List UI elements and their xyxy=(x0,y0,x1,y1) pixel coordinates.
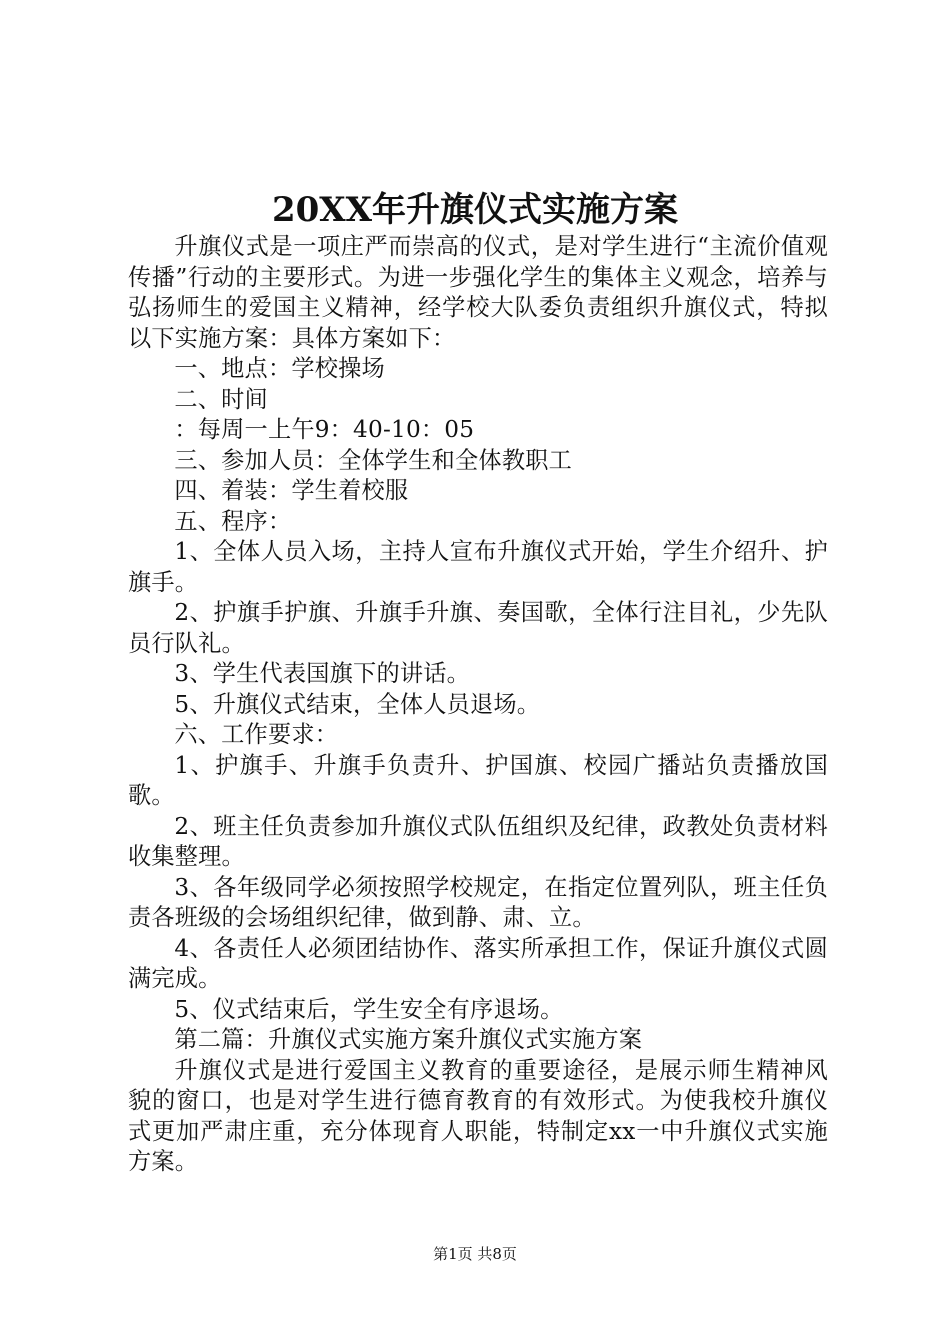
paragraph-time-heading: 二、时间 xyxy=(174,385,268,413)
paragraph-second-part-intro: 升旗仪式是进行爱国主义教育的重要途径，是展示师生精神风貌的窗口，也是对学生进行德育教育的有效形式。为使我校升旗仪式更加严肃庄重，充分体现育人职能，特制定xx一中升旗仪式实施方案。 xyxy=(128,1056,828,1175)
paragraph-second-part-title: 第二篇：升旗仪式实施方案升旗仪式实施方案 xyxy=(174,1026,643,1053)
paragraph-procedure-1: 1、全体人员入场，主持人宣布升旗仪式开始，学生介绍升、护旗手。 xyxy=(128,538,828,596)
paragraph-intro: 升旗仪式是一项庄严而崇高的仪式，是对学生进行“主流价值观传播”行动的主要形式。为进一步强化学生的集体主义观念，培养与弘扬师生的爱国主义精神，经学校大队委负责组织升旗仪式，特拟以下实施方案：具体方案如下： xyxy=(128,233,828,352)
document-body xyxy=(128,232,828,1178)
paragraph-procedure-5: 5、升旗仪式结束，全体人员退场。 xyxy=(174,690,541,718)
paragraph-participants: 三、参加人员：全体学生和全体教职工 xyxy=(174,446,572,474)
document-title: 20XX年升旗仪式实施方案 xyxy=(271,190,679,230)
paragraph-location: 一、地点：学校操场 xyxy=(174,355,385,382)
paragraph-requirement-2: 2、班主任负责参加升旗仪式队伍组织及纪律，政教处负责材料收集整理。 xyxy=(128,812,828,870)
paragraph-requirement-4: 4、各责任人必须团结协作、落实所承担工作，保证升旗仪式圆满完成。 xyxy=(128,934,828,992)
paragraph-procedure-2: 2、护旗手护旗、升旗手升旗、奏国歌，全体行注目礼，少先队员行队礼。 xyxy=(128,599,828,657)
paragraph-time-value: ：每周一上午9：40-10：05 xyxy=(174,416,475,443)
paragraph-requirement-1: 1、护旗手、升旗手负责升、护国旗、校园广播站负责播放国歌。 xyxy=(128,751,828,809)
paragraph-attire: 四、着装：学生着校服 xyxy=(174,477,409,504)
paragraph-requirement-5: 5、仪式结束后，学生安全有序退场。 xyxy=(174,995,564,1023)
paragraph-requirements-heading: 六、工作要求： xyxy=(174,721,339,748)
paragraph-requirement-3: 3、各年级同学必须按照学校规定，在指定位置列队，班主任负责各班级的会场组织纪律，做到静、肃、立。 xyxy=(128,873,828,931)
paragraph-procedure-heading: 五、程序： xyxy=(174,507,292,535)
paragraph-procedure-3: 3、学生代表国旗下的讲话。 xyxy=(174,660,470,687)
page-indicator: 第1页 共8页 xyxy=(433,1245,517,1263)
